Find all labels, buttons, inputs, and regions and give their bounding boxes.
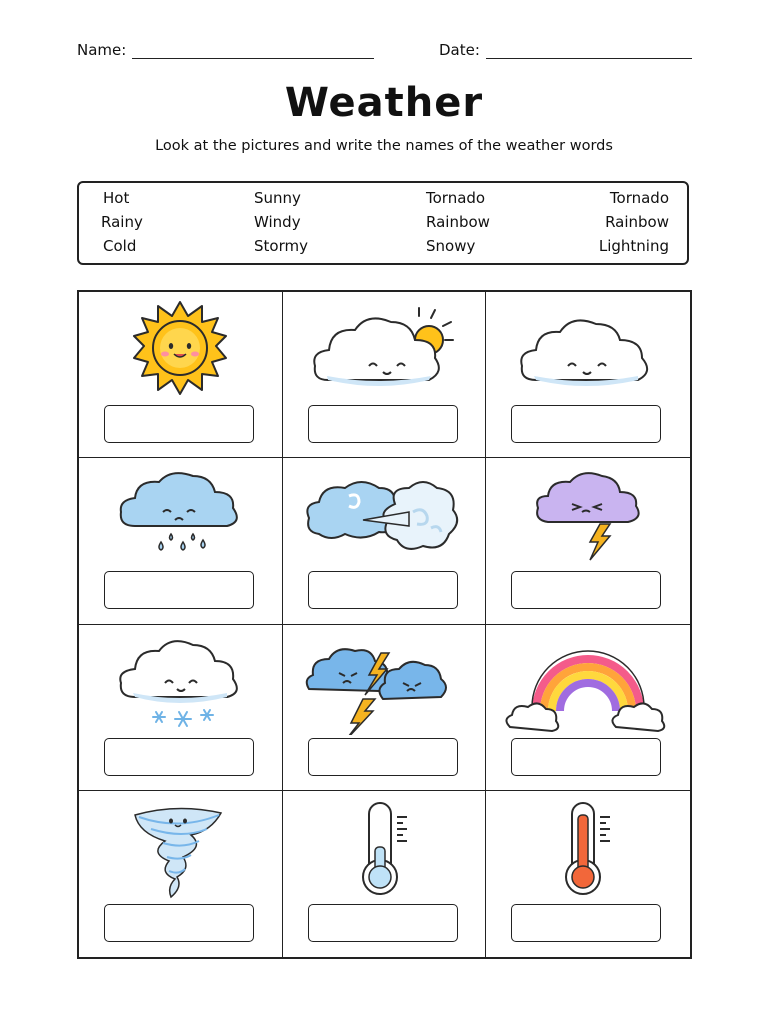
picture-cell-cold — [283, 791, 487, 957]
answer-box[interactable] — [104, 571, 254, 609]
picture-grid — [77, 290, 692, 959]
page-title: Weather — [284, 80, 484, 126]
answer-box[interactable] — [308, 738, 458, 776]
name-line[interactable] — [132, 40, 374, 59]
word-bank-word: Stormy — [254, 237, 308, 255]
picture-cell-wind — [283, 458, 487, 624]
picture-cell-rainbow — [486, 625, 690, 791]
answer-box[interactable] — [511, 571, 661, 609]
snow-cloud-icon — [79, 629, 282, 735]
word-bank-word: Rainbow — [605, 213, 669, 231]
picture-cell-snow — [79, 625, 283, 791]
date-field[interactable] — [439, 40, 692, 59]
instructions: Look at the pictures and write the names of the weather words — [155, 138, 613, 154]
picture-cell-lightning — [486, 458, 690, 624]
word-bank-word: Rainy — [101, 213, 143, 231]
wind-clouds-icon — [283, 462, 486, 568]
word-bank-word: Lightning — [598, 237, 669, 255]
word-bank-word: Rainbow — [426, 213, 490, 231]
header-row — [77, 40, 692, 66]
date-label: Date: — [439, 41, 480, 59]
answer-box[interactable] — [308, 571, 458, 609]
cold-thermometer-icon — [283, 795, 486, 901]
hot-thermometer-icon — [486, 795, 689, 901]
cloud-icon — [486, 296, 689, 402]
rainbow-icon — [486, 629, 689, 735]
tornado-icon — [79, 795, 282, 901]
answer-box[interactable] — [511, 405, 661, 443]
word-bank-word: Windy — [254, 213, 301, 231]
picture-cell-tornado — [79, 791, 283, 957]
answer-box[interactable] — [511, 904, 661, 942]
picture-cell-hot — [486, 791, 690, 957]
word-bank-word: Sunny — [254, 189, 301, 207]
word-bank-word: Hot — [103, 189, 130, 207]
answer-box[interactable] — [104, 738, 254, 776]
picture-cell-cloud — [486, 292, 690, 458]
name-field[interactable] — [77, 40, 374, 59]
sun-icon — [79, 296, 282, 402]
picture-cell-cloud-sun — [283, 292, 487, 458]
picture-cell-sun — [79, 292, 283, 458]
word-bank-word: Tornado — [609, 189, 669, 207]
answer-box[interactable] — [511, 738, 661, 776]
word-bank-word: Cold — [103, 237, 137, 255]
lightning-cloud-icon — [486, 462, 689, 568]
date-line[interactable] — [486, 40, 692, 59]
word-bank-word: Tornado — [426, 189, 486, 207]
answer-box[interactable] — [104, 904, 254, 942]
answer-box[interactable] — [308, 904, 458, 942]
name-label: Name: — [77, 41, 127, 59]
answer-box[interactable] — [104, 405, 254, 443]
word-bank-word: Snowy — [426, 237, 476, 255]
picture-cell-storm — [283, 625, 487, 791]
rain-cloud-icon — [79, 462, 282, 568]
storm-clouds-icon — [283, 629, 486, 735]
word-bank — [77, 181, 689, 265]
cloud-with-sun-icon — [283, 296, 486, 402]
answer-box[interactable] — [308, 405, 458, 443]
picture-cell-rain — [79, 458, 283, 624]
